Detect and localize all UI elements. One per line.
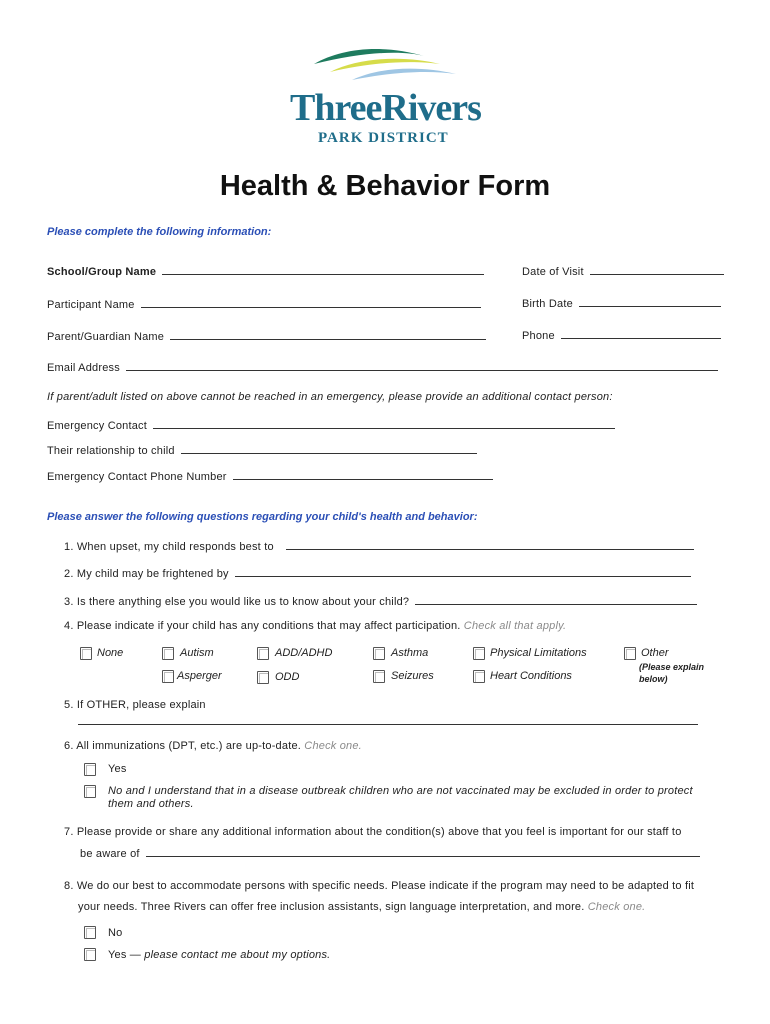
seizures-checkbox[interactable] <box>373 670 385 683</box>
autism-checkbox[interactable] <box>162 647 174 660</box>
physical-limitations-label: Physical Limitations <box>490 647 587 659</box>
immunization-no-label: No and I understand that in a disease outbreak children who are not vaccinated may be excluded in order to protect <box>108 785 693 797</box>
question-5-label: 5. If OTHER, please explain <box>64 699 206 711</box>
other-checkbox[interactable] <box>624 647 636 660</box>
emergency-phone-label: Emergency Contact Phone Number <box>47 471 227 483</box>
odd-checkbox[interactable] <box>257 671 269 684</box>
question-8-label-2: your needs. Three Rivers can offer free inclusion assistants, sign language interpretation, and more. <box>78 901 585 913</box>
health-intro: Please answer the following questions regarding your child's health and behavior: <box>47 511 478 523</box>
question-7-field[interactable] <box>80 846 700 860</box>
question-8-label: 8. We do our best to accommodate persons with specific needs. Please indicate if the program may need to be adapted to fit <box>64 880 695 892</box>
odd-label: ODD <box>275 671 300 683</box>
logo-subtitle: PARK DISTRICT <box>318 130 449 146</box>
question-4-label: 4. Please indicate if your child has any conditions that may affect participation. <box>64 620 461 632</box>
other-label: Other <box>641 647 669 659</box>
question-2[interactable] <box>64 566 691 580</box>
date-visit-label: Date of Visit <box>522 266 584 278</box>
none-label: None <box>97 647 124 659</box>
emergency-contact-field[interactable] <box>47 418 615 432</box>
add-adhd-checkbox[interactable] <box>257 647 269 660</box>
other-note-2: below) <box>639 674 668 684</box>
asthma-checkbox[interactable] <box>373 647 385 660</box>
heart-conditions-checkbox[interactable] <box>473 670 485 683</box>
none-checkbox[interactable] <box>80 647 92 660</box>
emergency-contact-label: Emergency Contact <box>47 420 147 432</box>
birth-date-field[interactable] <box>522 296 721 310</box>
parent-label: Parent/Guardian Name <box>47 331 165 343</box>
accommodation-yes-label: Yes — <box>108 949 142 961</box>
intro-text: Please complete the following information: <box>47 226 272 238</box>
question-2-label: 2. My child may be frightened by <box>64 568 229 580</box>
question-5-line[interactable] <box>78 714 698 725</box>
asperger-checkbox[interactable] <box>162 670 174 683</box>
accommodation-yes-note: please contact me about my options. <box>144 949 331 961</box>
question-3-label: 3. Is there anything else you would like us to know about your child? <box>64 596 410 608</box>
email-field[interactable] <box>47 360 718 374</box>
question-7-label-2: be aware of <box>80 848 140 860</box>
heart-conditions-label: Heart Conditions <box>490 670 572 682</box>
question-8-line-2 <box>78 901 645 913</box>
phone-label: Phone <box>522 330 555 342</box>
question-3[interactable] <box>64 594 697 608</box>
autism-label: Autism <box>180 647 214 659</box>
question-1[interactable] <box>64 539 694 553</box>
accommodation-no-checkbox[interactable] <box>84 926 96 939</box>
add-adhd-label: ADD/ADHD <box>275 647 333 659</box>
emergency-note: If parent/adult listed on above cannot be reached in an emergency, please provide an additional contact person: <box>47 391 613 403</box>
phone-field[interactable] <box>522 328 721 342</box>
logo-wave-blue <box>352 69 456 80</box>
birth-date-label: Birth Date <box>522 298 573 310</box>
logo-name: ThreeRivers <box>290 87 481 129</box>
physical-limitations-checkbox[interactable] <box>473 647 485 660</box>
question-6 <box>64 740 362 752</box>
form-title: Health & Behavior Form <box>219 170 551 202</box>
question-4 <box>64 620 566 632</box>
asperger-label: Asperger <box>177 670 222 682</box>
relationship-label: Their relationship to child <box>47 445 175 457</box>
relationship-field[interactable] <box>47 443 477 457</box>
question-4-hint: Check all that apply. <box>463 620 567 632</box>
asthma-label: Asthma <box>391 647 429 659</box>
question-6-hint: Check one. <box>304 740 362 752</box>
immunization-no-label-2: them and others. <box>108 798 194 810</box>
accommodation-no-label: No <box>108 927 123 939</box>
school-label: School/Group Name <box>47 266 157 278</box>
logo-waves-icon <box>312 42 462 84</box>
question-8-hint: Check one. <box>587 901 646 913</box>
immunization-yes-label: Yes <box>108 763 127 775</box>
accommodation-yes-checkbox[interactable] <box>84 948 96 961</box>
date-visit-field[interactable] <box>522 264 724 278</box>
seizures-label: Seizures <box>391 670 434 682</box>
question-1-label: 1. When upset, my child responds best to <box>64 541 274 553</box>
question-6-label: 6. All immunizations (DPT, etc.) are up-to-date. <box>64 740 302 752</box>
immunization-no-checkbox[interactable] <box>84 785 96 798</box>
participant-field[interactable] <box>47 297 481 311</box>
question-7-label: 7. Please provide or share any additional information about the condition(s) above that you feel is important for our staff to <box>64 826 682 838</box>
emergency-phone-field[interactable] <box>47 469 493 483</box>
school-field[interactable] <box>47 264 484 278</box>
accommodation-yes <box>108 949 330 961</box>
participant-label: Participant Name <box>47 299 135 311</box>
other-note-1: (Please explain <box>639 662 705 672</box>
immunization-yes-checkbox[interactable] <box>84 763 96 776</box>
parent-field[interactable] <box>47 329 486 343</box>
email-label: Email Address <box>47 362 120 374</box>
